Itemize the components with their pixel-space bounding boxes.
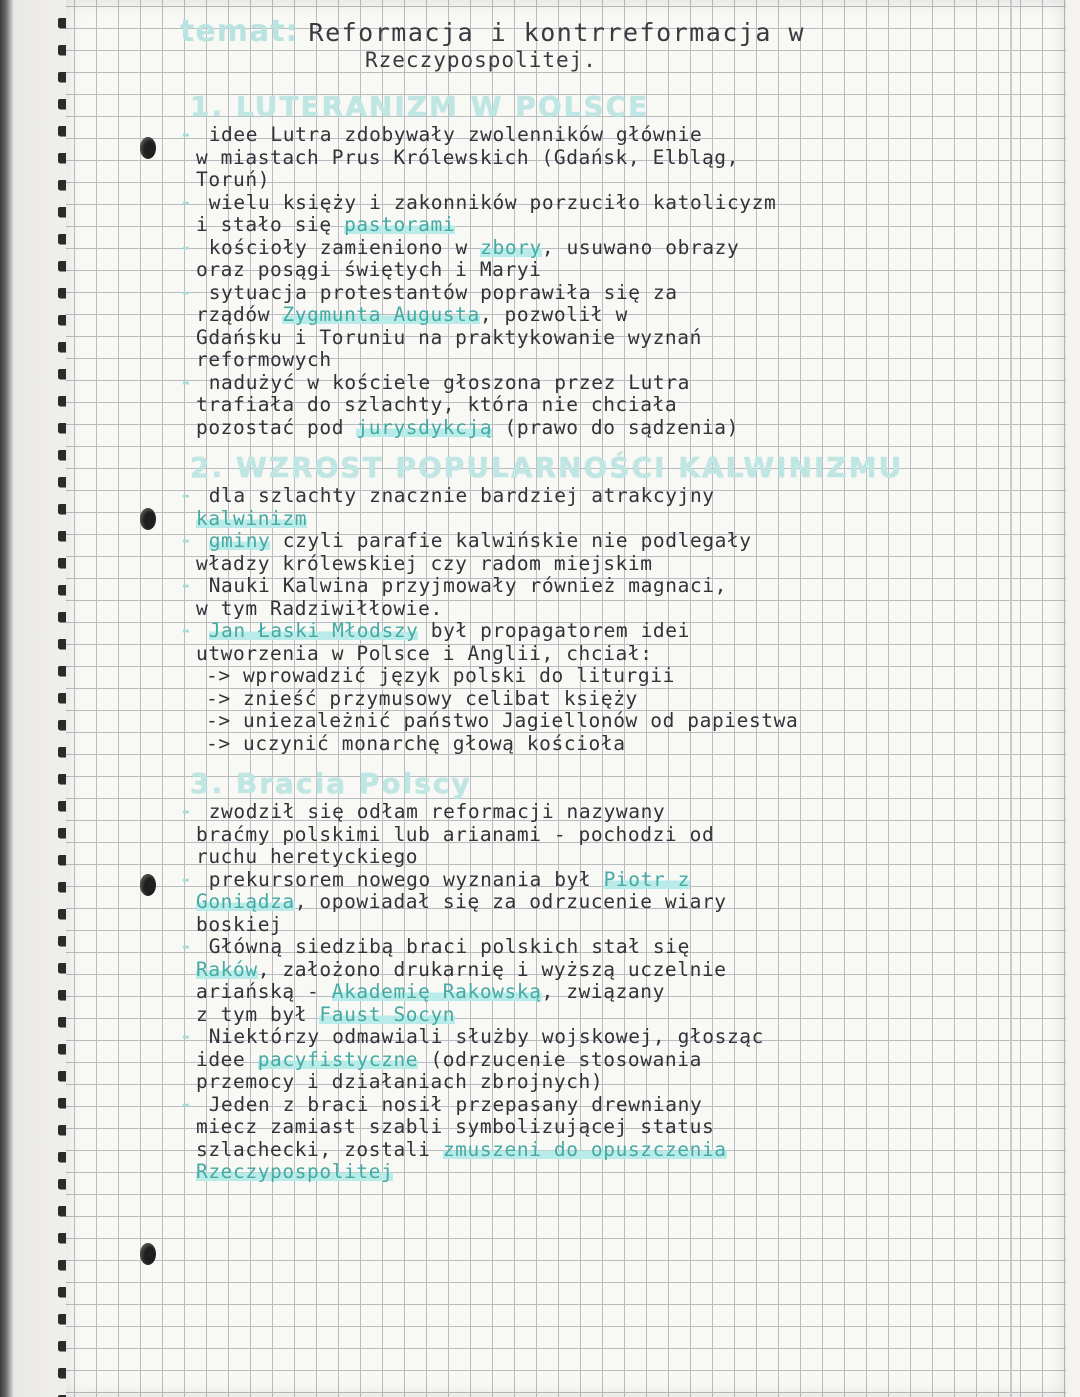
punch-hole (140, 1243, 156, 1265)
bullet-dash: - (180, 935, 205, 958)
bullet-dash: - (180, 867, 205, 891)
continuation-line (180, 1004, 1000, 1027)
line-text: Główną siedzibą braci polskich stał się (208, 935, 690, 958)
line-text: Niektórzy odmawiali służby wojskowej, głosząc (208, 1025, 764, 1048)
line-text-tail: , usuwano obrazy (541, 235, 740, 259)
punch-hole (140, 137, 156, 159)
line-text: dla szlachty znacznie bardziej atrakcyjny (208, 484, 715, 507)
line-text: -> wprowadzić język polski do liturgii (206, 664, 675, 687)
line-text: nadużyć w kościele głoszona przez Lutra (208, 370, 690, 394)
line-text: Toruń) (196, 168, 271, 191)
continuation-line (180, 643, 1000, 666)
highlighted-term: Raków (196, 957, 258, 981)
line-text: rządów (196, 303, 283, 326)
line-text: ruchu heretyckiego (196, 845, 419, 868)
line-text-tail: , opowiadał się za odrzucenie wiary (294, 890, 727, 913)
continuation-line (180, 891, 1000, 914)
notes-sections (180, 90, 1000, 1194)
section-gap (180, 755, 1000, 765)
bullet-line (180, 801, 1000, 824)
highlighted-term: Faust Socyn (319, 1002, 456, 1026)
bullet-dash: - (180, 190, 205, 214)
line-text: szlachecki, zostali (196, 1137, 443, 1161)
line-text: Nauki Kalwina przyjmowały również magnaci, (208, 574, 727, 597)
bullet-line (180, 237, 1000, 260)
line-text: Gdańsku i Toruniu na praktykowanie wyznań (196, 325, 702, 349)
continuation-line (180, 214, 1000, 237)
bullet-line (180, 620, 1000, 643)
continuation-line (180, 327, 1000, 350)
continuation-line (180, 846, 1000, 869)
line-text-tail: był propagatorem idei (418, 619, 690, 642)
spiral-binding (0, 0, 70, 1397)
line-text: w miastach Prus Królewskich (Gdańsk, Elbląg, (196, 145, 739, 169)
line-text: wielu księży i zakonników porzuciło katolicyzm (208, 190, 777, 214)
bullet-line (180, 192, 1000, 215)
line-text: z tym był (196, 1002, 320, 1026)
highlighted-term: Piotr z (603, 867, 690, 891)
highlighted-term: Rzeczypospolitej (196, 1160, 394, 1183)
bullet-dash: - (180, 235, 205, 259)
highlighted-term: zmuszeni do opuszczenia (442, 1137, 727, 1161)
bullet-line (180, 936, 1000, 959)
section-gap (180, 1184, 1000, 1194)
continuation-line (180, 508, 1000, 531)
line-text: ariańską - (196, 980, 332, 1003)
section-gap (180, 439, 1000, 449)
bullet-line (180, 124, 1000, 147)
arrow-line (180, 688, 1000, 711)
continuation-line (180, 1139, 1000, 1162)
line-text: Jeden z braci nosił przepasany drewniany (208, 1092, 703, 1116)
continuation-line (180, 304, 1000, 327)
bullet-dash: - (180, 370, 205, 394)
arrow-line (180, 665, 1000, 688)
line-text: idee Lutra zdobywały zwolenników głównie (208, 123, 703, 146)
title-row (180, 14, 1000, 48)
continuation-line (180, 417, 1000, 440)
continuation-line (180, 169, 1000, 192)
continuation-line (180, 1049, 1000, 1072)
line-text: -> znieść przymusowy celibat księży (206, 686, 638, 710)
arrow-line (180, 710, 1000, 733)
continuation-line (180, 1071, 1000, 1094)
line-text-tail: , związany (541, 980, 665, 1003)
highlighted-term: Jan Łaski Młodszy (208, 619, 419, 642)
line-text: idee (196, 1047, 258, 1071)
line-text: utworzenia w Polsce i Anglii, chciał: (196, 641, 653, 665)
highlighted-term: gminy (208, 529, 271, 552)
bullet-line (180, 869, 1000, 892)
continuation-line (180, 1161, 1000, 1184)
title-label: temat: (180, 14, 299, 49)
bullet-dash: - (180, 1092, 205, 1116)
line-text: -> uniezależnić państwo Jagiellonów od papiestwa (206, 709, 799, 732)
continuation-line (180, 147, 1000, 170)
continuation-line (180, 1116, 1000, 1139)
line-text: oraz posągi świętych i Maryi (196, 258, 542, 281)
handwritten-notes (180, 14, 1000, 1194)
line-text: pozostać pod (196, 415, 357, 439)
line-text: miecz zamiast szabli symbolizującej status (196, 1115, 715, 1138)
line-text-tail: (prawo do sądzenia) (492, 415, 739, 439)
section-heading: 3. Bracia Polscy (190, 767, 472, 800)
line-text: sytuacja protestantów poprawiła się za (208, 280, 678, 304)
continuation-line (180, 598, 1000, 621)
title-text-line2: Rzeczypospolitej. (365, 48, 597, 72)
continuation-line (180, 349, 1000, 372)
bullet-dash: - (180, 800, 205, 823)
line-text: -> uczynić monarchę głową kościoła (206, 731, 626, 755)
highlighted-term: pastorami (344, 213, 456, 236)
line-text: boskiej (196, 912, 283, 936)
continuation-line (180, 824, 1000, 847)
bullet-dash: - (180, 619, 205, 642)
section-heading: 1. LUTERANIZM W POLSCE (190, 90, 650, 123)
line-text: trafiała do szlachty, która nie chciała (196, 393, 678, 416)
bullet-line (180, 1094, 1000, 1117)
bullet-line (180, 372, 1000, 395)
continuation-line (180, 394, 1000, 417)
highlighted-term: zbory (480, 235, 542, 259)
line-text: kościoły zamieniono w (208, 235, 481, 259)
right-margin-edge (1010, 0, 1012, 1397)
highlighted-term: Zygmunta Augusta (282, 303, 480, 326)
continuation-line (180, 259, 1000, 282)
line-text: zwodził się odłam reformacji nazywany (208, 800, 666, 823)
line-text-tail: , założono drukarnię i wyższą uczelnie (257, 957, 727, 981)
line-text-tail: czyli parafie kalwińskie nie podlegały (270, 529, 752, 552)
continuation-line (180, 553, 1000, 576)
line-text-tail: (odrzucenie stosowania (418, 1047, 702, 1071)
line-text: braćmy polskimi lub arianami - pochodzi od (196, 822, 715, 846)
line-text: w tym Radziwiłłowie. (196, 596, 443, 620)
highlighted-term: jurysdykcją (356, 415, 493, 439)
continuation-line (180, 981, 1000, 1004)
bullet-dash: - (180, 484, 205, 507)
bullet-line (180, 530, 1000, 553)
line-text: przemocy i działaniach zbrojnych) (196, 1070, 604, 1093)
line-text-tail: , pozwolił w (479, 303, 628, 326)
highlighted-term: Goniądza (196, 890, 295, 913)
punch-hole (140, 508, 156, 530)
bullet-line (180, 575, 1000, 598)
bullet-dash: - (180, 574, 205, 597)
continuation-line (180, 914, 1000, 937)
line-text: reformowych (196, 348, 332, 371)
line-text: władzy królewskiej czy radom miejskim (196, 551, 653, 575)
bullet-line (180, 485, 1000, 508)
bullet-dash: - (180, 280, 205, 304)
bullet-dash: - (180, 1025, 205, 1048)
bullet-line (180, 282, 1000, 305)
bullet-dash: - (180, 529, 205, 552)
bullet-line (180, 1026, 1000, 1049)
highlighted-term: kalwinizm (196, 506, 308, 530)
line-text: i stało się (196, 213, 345, 236)
highlighted-term: Akademię Rakowską (331, 980, 542, 1003)
section-heading: 2. WZROST POPULARNOŚCI KALWINIZMU (190, 451, 904, 484)
continuation-line (180, 959, 1000, 982)
line-text: prekursorem nowego wyznania był (208, 867, 604, 891)
highlighted-term: pacyfistyczne (257, 1047, 419, 1071)
punch-hole (140, 874, 156, 896)
arrow-line (180, 733, 1000, 756)
bullet-dash: - (180, 123, 205, 146)
title-text-line1: Reformacja i kontrreformacja w (308, 18, 806, 47)
